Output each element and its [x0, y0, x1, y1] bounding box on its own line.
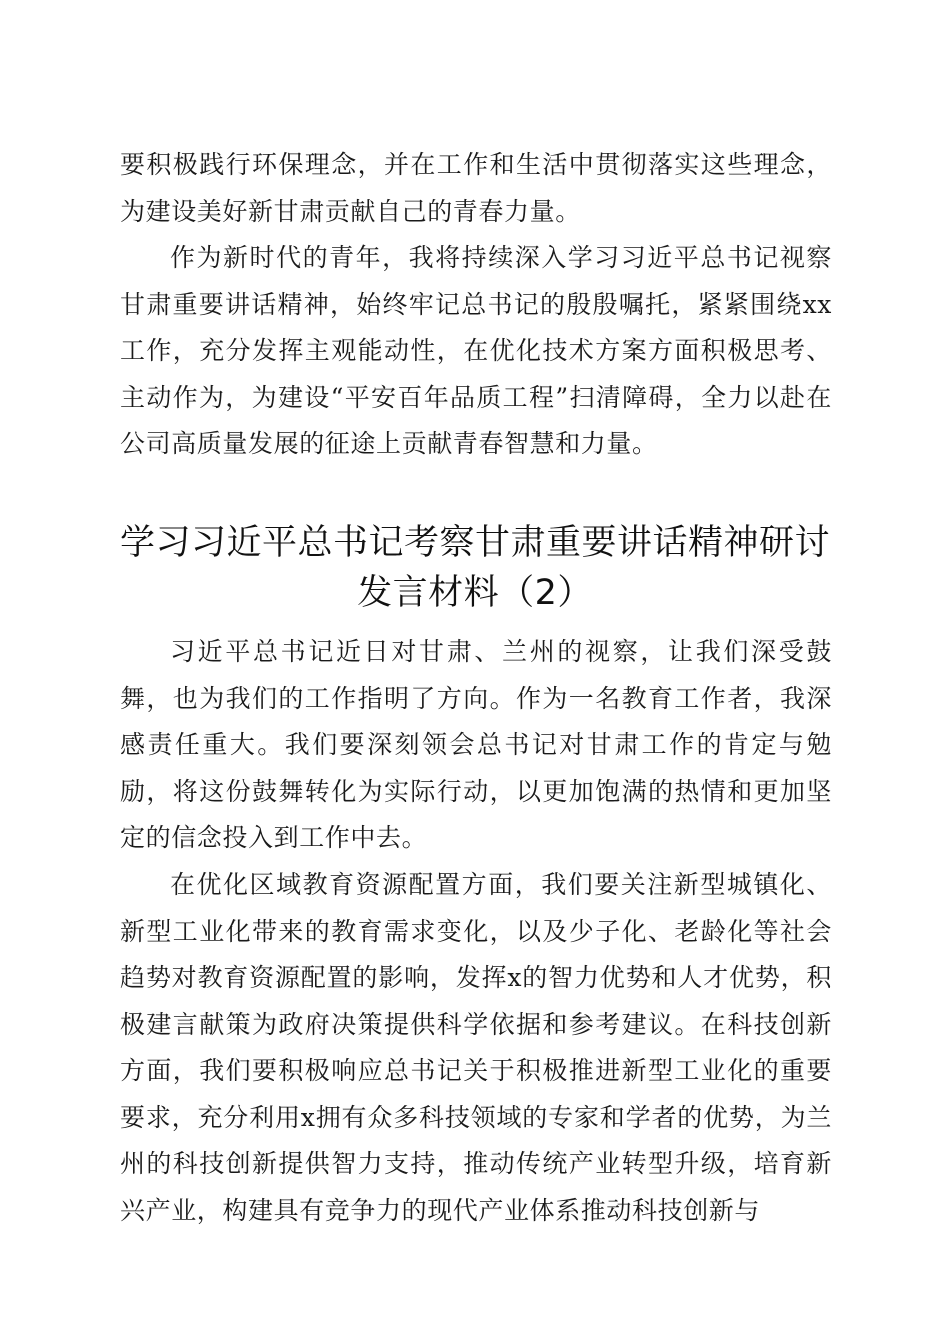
body-paragraph-youth-commitment: 作为新时代的青年，我将持续深入学习习近平总书记视察甘肃重要讲话精神，始终牢记总书记的殷殷嘱托，紧紧围绕xx工作，充分发挥主观能动性，在优化技术方案方面积极思考、主动作为，为建设“平安百年品质工程”扫清障碍，全力以赴在公司高质量发展的征途上贡献青春智慧和力量。 — [120, 243, 832, 458]
body-paragraph-education-resources: 在优化区域教育资源配置方面，我们要关注新型城镇化、新型工业化带来的教育需求变化，以及少子化、老龄化等社会趋势对教育资源配置的影响，发挥x的智力优势和人才优势，积极建言献策为政府决策提供科学依据和参考建议。在科技创新方面，我们要积极响应总书记关于积极推进新型工业化的重要要求，充分利用x拥有众多科技领域的专家和学者的优势，为兰州的科技创新提供智力支持，推动传统产业转型升级，培育新兴产业，构建具有竞争力的现代产业体系推动科技创新与 — [120, 870, 832, 1225]
body-paragraph-continued: 要积极践行环保理念，并在工作和生活中贯彻落实这些理念，为建设美好新甘肃贡献自己的青春力量。 — [120, 150, 832, 226]
body-paragraph-intro: 习近平总书记近日对甘肃、兰州的视察，让我们深受鼓舞，也为我们的工作指明了方向。作为一名教育工作者，我深感责任重大。我们要深刻领会总书记对甘肃工作的肯定与勉励，将这份鼓舞转化为实际行动，以更加饱满的热情和更加坚定的信念投入到工作中去。 — [120, 637, 832, 852]
section-title-line-1: 学习习近平总书记考察甘肃重要讲话精神研讨 — [119, 523, 830, 563]
section-title — [60, 518, 890, 618]
section-title-line-2: 发言材料（2） — [357, 573, 593, 613]
